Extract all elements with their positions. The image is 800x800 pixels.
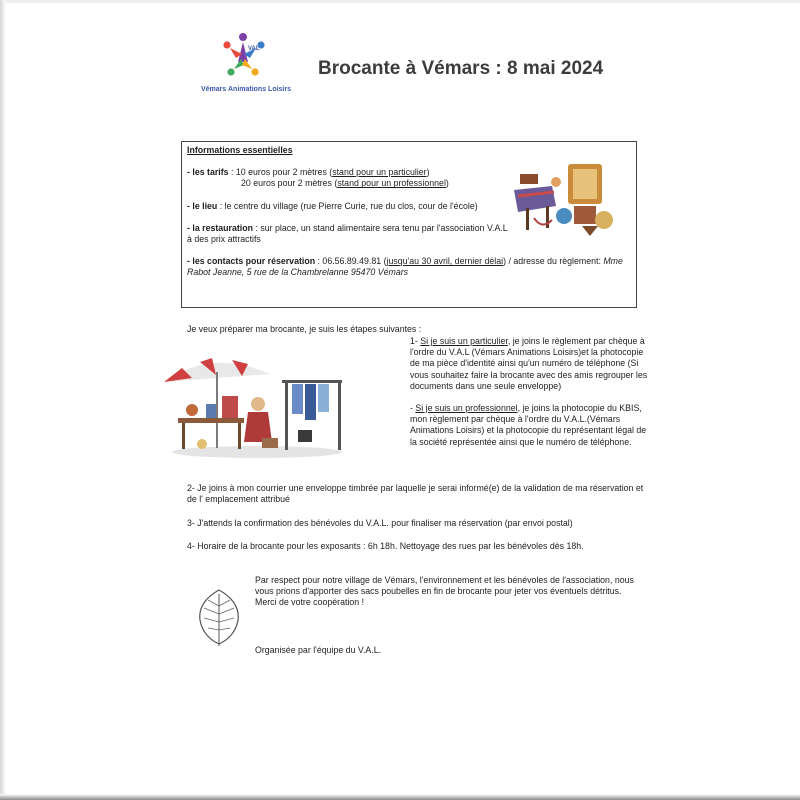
particulier-heading: Si je suis un particulier	[420, 336, 508, 346]
scan-left-edge	[0, 0, 6, 800]
contacts-label: - les contacts pour réservation	[187, 256, 316, 267]
step-1	[410, 336, 650, 448]
page-title: Brocante à Vémars : 8 mai 2024	[318, 58, 604, 79]
contacts-phone: : 06.56.89.49.81 (	[315, 256, 387, 267]
pro-prefix: -	[410, 403, 416, 414]
tarif-particulier: stand pour un particulier	[332, 167, 427, 178]
lieu-label: - le lieu	[187, 200, 218, 211]
tarif-professionnel: stand pour un professionnel	[337, 178, 446, 189]
flea-market-objects-illustration	[512, 160, 620, 238]
people-star-logo-icon	[210, 28, 276, 86]
info-section: Informations essentielles - les tarifs : 10 euros pour 2 mètres (stand pour un particulier) 20 euros pour 2 mètres (stand pour un professionnel) - le lieu : le centre du village (rue Pierre Curie, rue du clos, cour de l'école) - la restauration : sur place, un stand alimentaire sera tenu par l'association V.A.L à des prix attractifs - les contacts pour réservation : 06.56.89.49.81 (jusqu'au 30 avril, dernier délai) / adresse du règlement: Mme Rabot Jeanne, 5 rue de la Chambrelanne 95470 Vémars	[187, 145, 623, 278]
respect-notice: Par respect pour notre village de Vémars, l'environnement et les bénévoles de l'association, nous vous prions d'apporter des sacs poubelles en fin de brocante pour jeter vos éventuels détritus. Merci de votre coopération !	[255, 575, 634, 608]
step-4: 4- Horaire de la brocante pour les exposants : 6h 18h. Nettoyage des rues par les bénévoles dès 18h.	[187, 541, 584, 551]
logo-badge: VAL	[248, 46, 260, 52]
lieu-text: : le centre du village (rue Pierre Curie, rue du clos, cour de l'école)	[217, 200, 478, 211]
contacts-address: Mme Rabot Jeanne, 5 rue de la Chambrelanne 95470 Vémars	[187, 256, 623, 278]
organized-by: Organisée par l'équipe du V.A.L.	[255, 645, 382, 655]
market-stall-illustration	[162, 352, 352, 460]
restauration-label: - la restauration	[187, 222, 253, 233]
intro-text: Je veux préparer ma brocante, je suis les étapes suivantes :	[187, 324, 422, 334]
contacts-rest: ) / adresse du règlement:	[503, 256, 604, 267]
step-2: 2- Je joins à mon courrier une enveloppe timbrée par laquelle je serai informé(e) de la validation de ma réservation et de l' emplacement attribué	[187, 483, 644, 505]
step-1-prefix: 1-	[410, 336, 421, 346]
professionnel-text: , je joins la photocopie du KBIS, mon règlement par chèque à l'ordre du V.A.L.(Vémars Animations Loisirs) et la photocopie du représentant légal de la société représentée ainsi que le numéro de téléphone.	[410, 403, 647, 447]
tarifs-label: - les tarifs	[187, 167, 229, 178]
info-heading: Informations essentielles	[187, 145, 293, 155]
scan-top-edge	[0, 0, 800, 3]
val-logo	[200, 28, 295, 98]
contacts-deadline: jusqu'au 30 avril, dernier délai	[386, 256, 504, 267]
step-3: 3- J'attends la confirmation des bénévoles du V.A.L. pour finaliser ma réservation (par envoi postal)	[187, 518, 573, 528]
tarifs-line2: 20 euros pour 2 mètres (	[241, 178, 338, 189]
logo-text: Vémars Animations Loisirs	[201, 86, 291, 93]
tarifs-line1: : 10 euros pour 2 mètres (	[228, 167, 333, 178]
professionnel-heading: Si je suis un professionnel	[415, 403, 518, 414]
scan-bottom-edge	[0, 794, 800, 800]
leaf-icon	[196, 588, 242, 648]
restauration-text: : sur place, un stand alimentaire sera tenu par l'association V.A.L à des prix attractifs	[187, 222, 508, 245]
particulier-text: , je joins le règlement par chèque à l'ordre du V.A.L (Vémars Animations Loisirs)et la photocopie de ma pièce d'identité ainsi qu'un numéro de téléphone (Si vous souhaitez faire la brocante avec des amis regrouper les documents dans une seule enveloppe)	[410, 336, 648, 391]
